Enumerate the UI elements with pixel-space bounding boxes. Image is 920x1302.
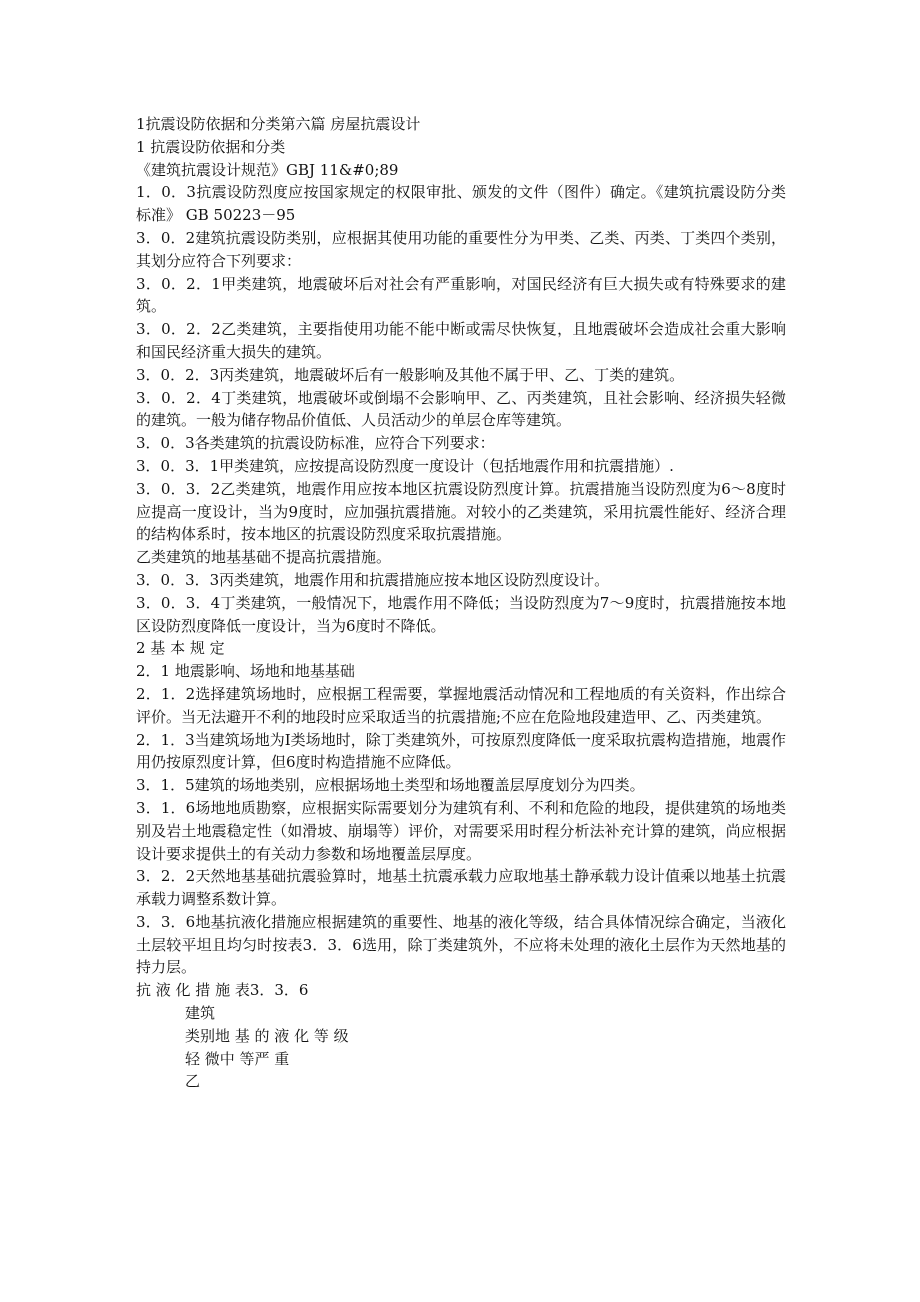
clause-paragraph: 3．0．2．1甲类建筑，地震破坏后对社会有严重影响，对国民经济有巨大损失或有特殊要求的建筑。 (136, 274, 786, 316)
subsection-heading: 2．1 地震影响、场地和地基基础 (136, 662, 355, 681)
clause-paragraph: 3．0．3．3丙类建筑，地震作用和抗震措施应按本地区设防烈度设计。 (136, 570, 610, 589)
clause-paragraph: 2．1．2选择建筑场地时，应根据工程需要，掌握地震活动情况和工程地质的有关资料，作出综合评价。当无法避开不利的地段时应采取适当的抗震措施;不应在危险地段建造甲、乙、丙类建筑。 (136, 684, 786, 726)
table-cell-text: 乙 (185, 1072, 201, 1091)
table-cell-text: 轻 微中 等严 重 (185, 1049, 290, 1068)
clause-paragraph: 1．0．3抗震设防烈度应按国家规定的权限审批、颁发的文件（图件）确定。《建筑抗震设防分类标准》 GB 50223－95 (136, 183, 786, 225)
clause-paragraph: 乙类建筑的地基基础不提高抗震措施。 (136, 548, 392, 567)
standard-reference: 《建筑抗震设计规范》GBJ 11&#0;89 (136, 160, 399, 179)
document-title: 1抗震设防依据和分类第六篇 房屋抗震设计 (136, 115, 421, 133)
table-caption: 抗 液 化 措 施 表3．3．6 (136, 981, 309, 1000)
clause-paragraph: 3．0．3．2乙类建筑，地震作用应按本地区抗震设防烈度计算。抗震措施当设防烈度为6～8度时应提高一度设计，当为9度时，应加强抗震措施。对较小的乙类建筑，采用抗震性能好、经济合理的结构体系时，按本地区的抗震设防烈度采取抗震措施。 (136, 479, 786, 544)
table-cell-text: 类别地 基 的 液 化 等 级 (185, 1026, 349, 1045)
clause-paragraph: 3．0．3．1甲类建筑，应按提高设防烈度一度设计（包括地震作用和抗震措施）. (136, 456, 674, 475)
clause-paragraph: 3．0．2建筑抗震设防类别，应根据其使用功能的重要性分为甲类、乙类、丙类、丁类四个类别，其划分应符合下列要求： (136, 228, 786, 270)
clause-paragraph: 3．3．6地基抗液化措施应根据建筑的重要性、地基的液化等级，结合具体情况综合确定，当液化土层较平坦且均匀时按表3．3．6选用，除丁类建筑外，不应将未处理的液化土层作为天然地基的持力层。 (136, 912, 786, 977)
clause-paragraph: 3．0．2．3丙类建筑，地震破坏后有一般影响及其他不属于甲、乙、丁类的建筑。 (136, 365, 685, 384)
section-heading: 2 基 本 规 定 (136, 639, 225, 658)
clause-paragraph: 3．0．2．2乙类建筑，主要指使用功能不能中断或需尽快恢复，且地震破坏会造成社会重大影响和国民经济重大损失的建筑。 (136, 320, 786, 361)
clause-paragraph: 3．0．3．4丁类建筑，一般情况下，地震作用不降低；当设防烈度为7～9度时，抗震措施按本地区设防烈度降低一度设计，当为6度时不降低。 (136, 593, 786, 635)
table-cell-text: 建筑 (185, 1004, 216, 1023)
clause-paragraph: 3．2．2天然地基基础抗震验算时，地基土抗震承载力应取地基土静承载力设计值乘以地基土抗震承载力调整系数计算。 (136, 867, 786, 909)
clause-paragraph: 3．0．2．4丁类建筑，地震破坏或倒塌不会影响甲、乙、丙类建筑，且社会影响、经济损失轻微的建筑。一般为储存物品价值低、人员活动少的单层仓库等建筑。 (136, 388, 786, 430)
section-heading: 1 抗震设防依据和分类 (136, 137, 286, 156)
clause-paragraph: 3．1．5建筑的场地类别，应根据场地土类型和场地覆盖层厚度划分为四类。 (136, 776, 645, 795)
document-body (136, 113, 786, 1093)
clause-paragraph: 2．1．3当建筑场地为Ⅰ类场地时，除丁类建筑外，可按原烈度降低一度采取抗震构造措施，地震作用仍按原烈度计算，但6度时构造措施不应降低。 (136, 730, 786, 772)
clause-paragraph: 3．0．3各类建筑的抗震设防标准，应符合下列要求： (136, 434, 495, 453)
clause-paragraph: 3．1．6场地地质勘察，应根据实际需要划分为建筑有利、不利和危险的地段，提供建筑的场地类别及岩土地震稳定性（如滑坡、崩塌等）评价，对需要采用时程分析法补充计算的建筑，尚应根据设计要求提供土的有关动力参数和场地覆盖层厚度。 (136, 798, 786, 863)
